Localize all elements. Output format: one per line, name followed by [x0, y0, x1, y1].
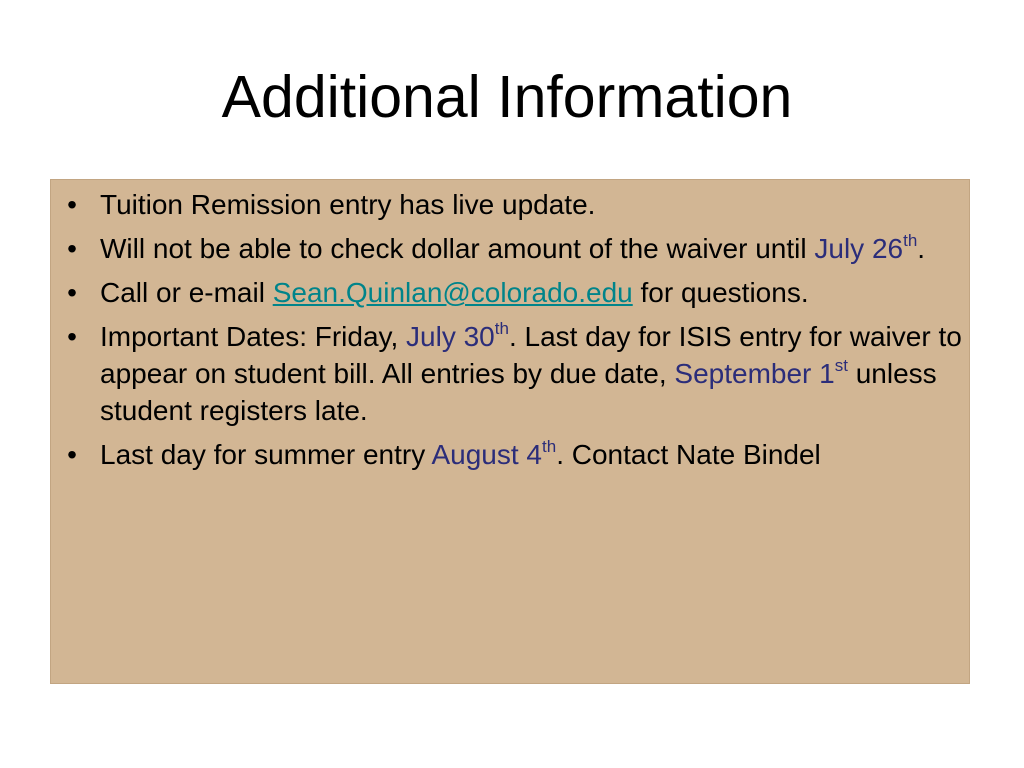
bullet-icon: •: [67, 277, 77, 308]
bullet-list: [51, 180, 969, 473]
bullet-icon: •: [67, 189, 77, 220]
bullet-text: Last day for summer entry: [100, 439, 432, 470]
bullet-text: Call or e-mail: [100, 277, 273, 308]
date-suffix: th: [542, 436, 557, 456]
slide-title: Additional Information: [221, 64, 793, 130]
bullet-icon: •: [67, 321, 77, 352]
date-august-4: August 4: [431, 439, 542, 470]
bullet-icon: •: [67, 439, 77, 470]
bullet-text: Tuition Remission entry has live update.: [100, 189, 596, 220]
bullet-item-waiver-amount: [51, 230, 969, 267]
bullet-item-contact-email: [51, 274, 969, 311]
bullet-text: Will not be able to check dollar amount of the waiver until: [100, 233, 815, 264]
bullet-icon: •: [67, 233, 77, 264]
bullet-text-middle: . Last day for ISIS entry for waiver to appear on student bill. All entries by due date,: [100, 321, 962, 389]
bullet-text-end: unless student registers late.: [100, 358, 937, 426]
date-suffix: th: [494, 318, 509, 338]
date-september-1: September 1: [674, 358, 835, 389]
date-suffix: th: [903, 230, 918, 250]
date-july-26: July 26: [814, 233, 904, 264]
email-link[interactable]: Sean.Quinlan@colorado.edu: [272, 277, 633, 308]
bullet-text: Important Dates: Friday,: [100, 321, 407, 352]
bullet-item-live-update: [51, 186, 969, 223]
bullet-text-end: . Contact Nate Bindel: [556, 439, 821, 470]
date-suffix: st: [834, 355, 848, 375]
content-box: [50, 179, 970, 684]
bullet-text-end: .: [917, 233, 926, 264]
bullet-text-end: for questions.: [632, 277, 809, 308]
date-july-30: July 30: [406, 321, 495, 352]
bullet-item-important-dates: [51, 318, 969, 429]
bullet-item-summer-entry: [51, 436, 969, 473]
